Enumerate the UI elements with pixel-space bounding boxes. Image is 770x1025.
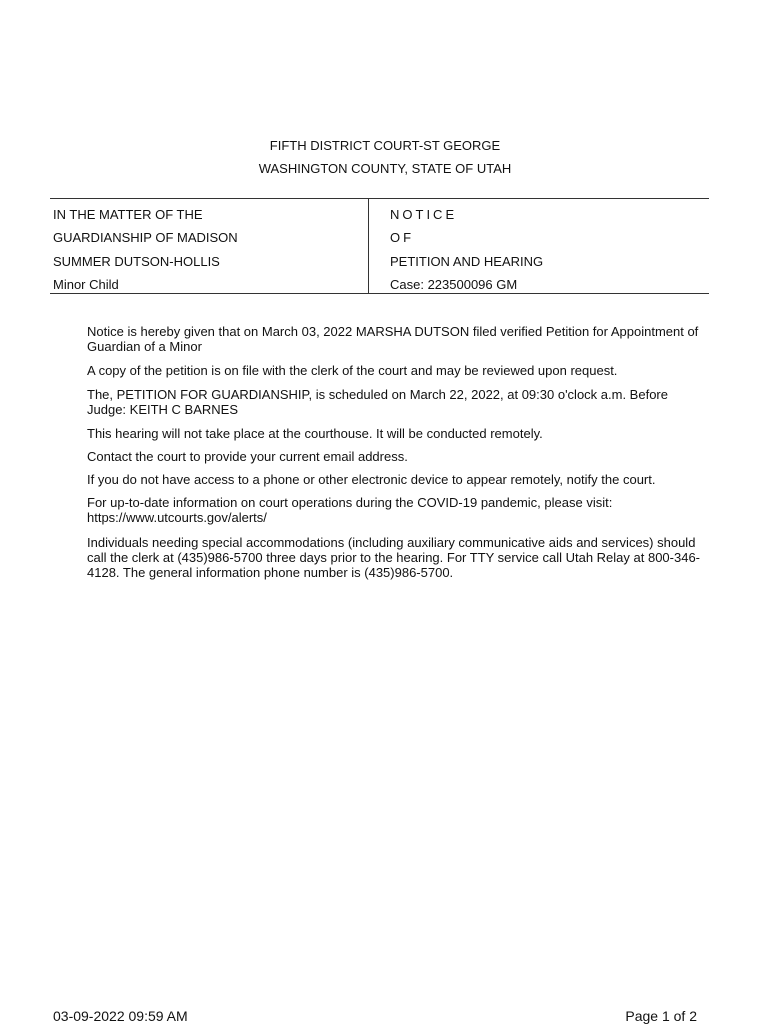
notice-paragraph: Notice is hereby given that on March 03, 2022 MARSHA DUTSON filed verified Petition for Appointment of Guardian of a Minor [87,324,699,354]
case-number: Case: 223500096 GM [390,277,518,292]
court-name: FIFTH DISTRICT COURT-ST GEORGE [269,138,501,153]
caption-title-line: PETITION AND HEARING [390,254,544,269]
notice-paragraph: If you do not have access to a phone or other electronic device to appear remotely, notify the court. [87,472,656,487]
notice-paragraph: For up-to-date information on court operations during the COVID-19 pandemic, please visit: https://www.utcourts.gov/alerts/ [87,495,613,525]
caption-title-line: NOTICE [390,207,458,222]
notice-paragraph: This hearing will not take place at the courthouse. It will be conducted remotely. [87,426,543,441]
notice-paragraph: A copy of the petition is on file with the clerk of the court and may be reviewed upon request. [87,363,618,378]
caption-party-line: Minor Child [53,277,119,292]
notice-paragraph: The, PETITION FOR GUARDIANSHIP, is scheduled on March 22, 2022, at 09:30 o'clock a.m. Before Judge: KEITH C BARNES [87,387,668,417]
notice-paragraph: Individuals needing special accommodations (including auxiliary communicative aids and services) should call the clerk at (435)986-5700 three days prior to the hearing. For TTY service call Utah Relay at 800-346-4128. The general information phone number is (435)986-5700. [87,535,700,580]
caption-party-block [50,199,369,293]
caption-title-block [387,199,707,293]
caption-party-line: IN THE MATTER OF THE [53,207,203,222]
case-caption [50,198,709,294]
court-county: WASHINGTON COUNTY, STATE OF UTAH [258,161,512,176]
caption-party-line: GUARDIANSHIP OF MADISON [53,230,238,245]
caption-title-line: OF [390,230,415,245]
caption-party-line: SUMMER DUTSON-HOLLIS [53,254,220,269]
page-number: Page 1 of 2 [625,1008,697,1024]
footer-timestamp: 03-09-2022 09:59 AM [53,1008,188,1024]
notice-paragraph: Contact the court to provide your current email address. [87,449,408,464]
